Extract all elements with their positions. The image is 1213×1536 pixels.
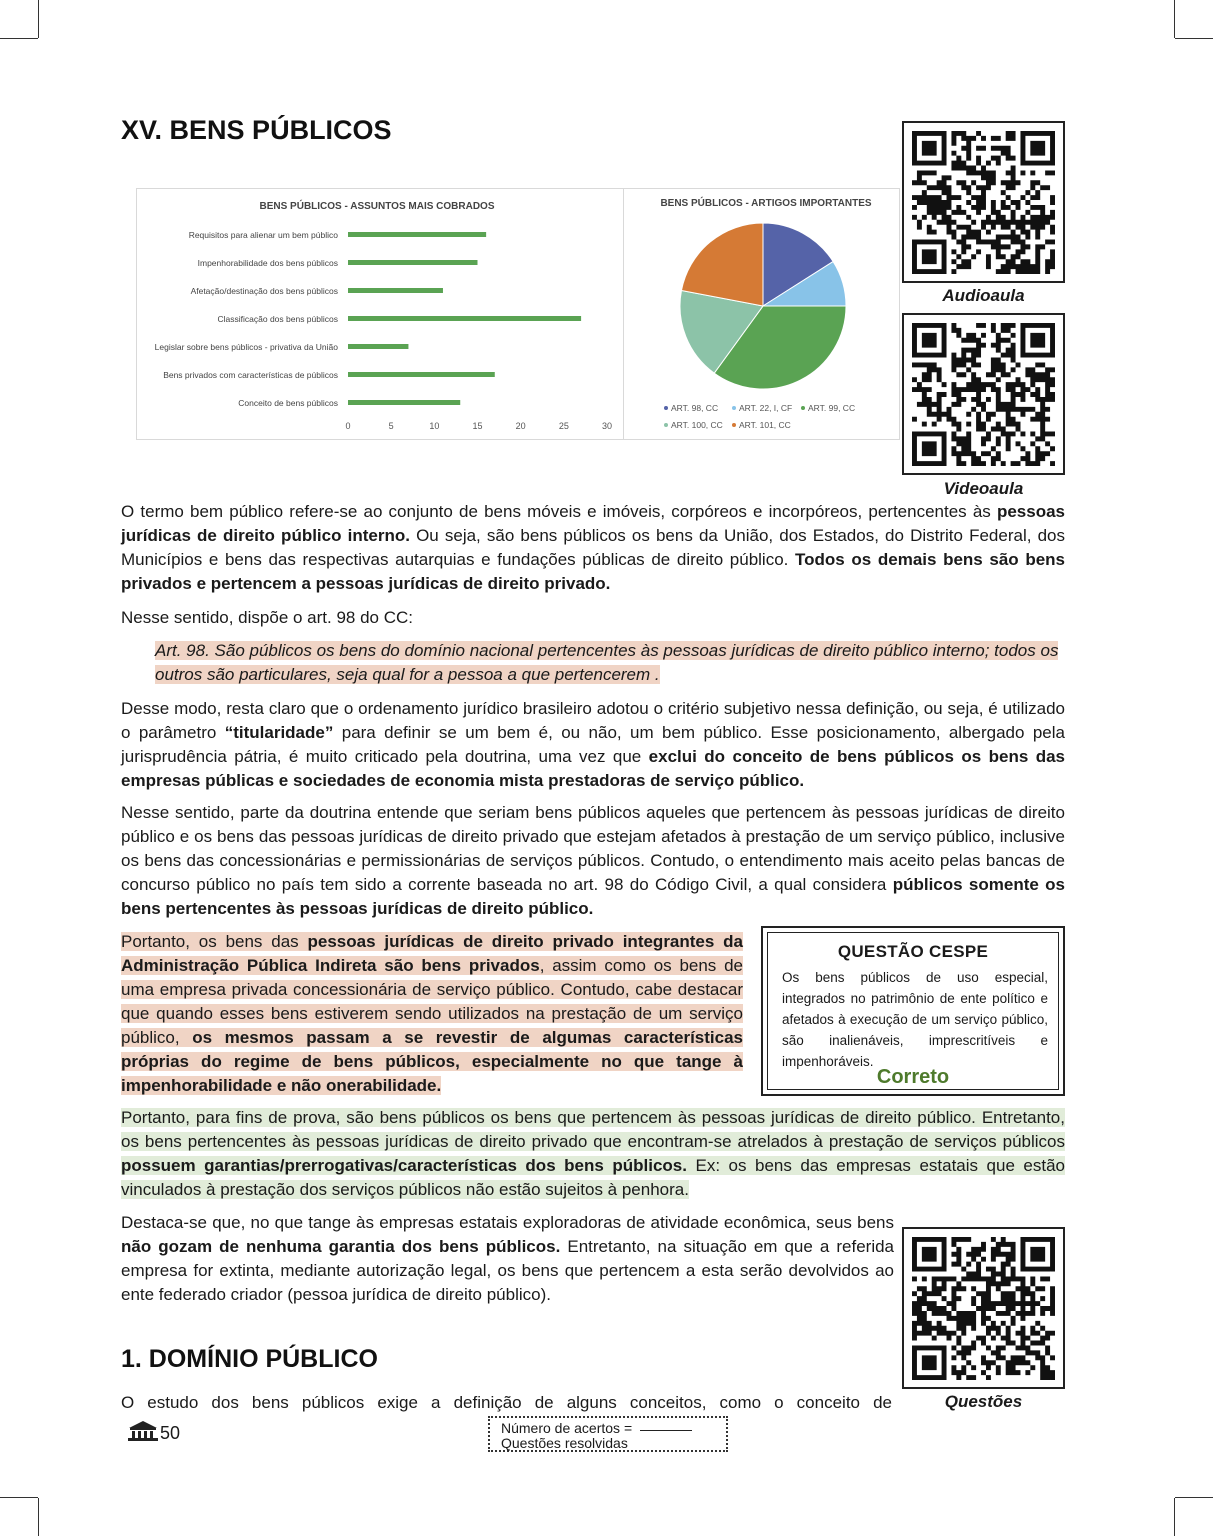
crop-mark — [38, 1498, 39, 1536]
text-run: Portanto, os bens das — [121, 932, 308, 951]
qr-modules — [912, 323, 1055, 466]
legend-label: ART. 99, CC — [808, 403, 856, 413]
paragraph-4 — [121, 801, 1065, 921]
bar — [348, 400, 460, 405]
paragraph-text — [121, 502, 1065, 593]
text-run: para definir se um bem é, ou não, um bem público. Esse posicionamento, albergado pela jurisprudência pátria, é muito criticado pela doutrina, uma vez que — [121, 723, 1065, 766]
bar-category-label: Classificação dos bens públicos — [217, 314, 338, 324]
bar-category-label: Afetação/destinação dos bens públicos — [190, 286, 338, 296]
bar — [348, 232, 486, 237]
text-run: Nesse sentido, dispõe o art. 98 do CC: — [121, 608, 413, 627]
paragraph-8 — [121, 1391, 892, 1415]
legend-label: ART. 98, CC — [671, 403, 719, 413]
paragraph-3 — [121, 697, 1065, 793]
questions-qr-code — [912, 1237, 1055, 1380]
legend-swatch — [664, 406, 668, 410]
text-run: Nesse sentido, parte da doutrina entende que seriam bens públicos aqueles que pertencem às pessoas jurídicas de direito público e os bens das pessoas jurídicas de direito privado que estejam afetados à prestação de um serviço público, inclusive os bens das concessionárias e permissionárias de serviços públicos. Contudo, o entendimento mais aceito pelas bancas de concurso público no país tem sido a corrente baseada no art. 98 do Código Civil, a qual considera — [121, 803, 1065, 894]
bar — [348, 288, 443, 293]
bold-text: públicos somente os bens pertencentes às pessoas jurídicas de direito público. — [121, 875, 1066, 918]
bold-text: Todos os demais bens são bens privados e pertencem a pessoas jurídicas de direito privado. — [121, 550, 1065, 593]
bold-text: não gozam de nenhuma garantia dos bens públicos. — [121, 1237, 561, 1256]
text-run: Entretanto, na situação em que a referida empresa for extinta, mediante autorização legal, os bens que pertencem a esta serão devolvidos ao ente federado criador (pessoa jurídica de direito público). — [121, 1237, 894, 1304]
paragraph-text — [121, 1213, 894, 1304]
crop-mark — [1174, 1498, 1175, 1536]
bold-text: pessoas jurídicas de direito privado integrantes da Administração Pública Indireta são bens privados — [121, 932, 743, 975]
bar-category-label: Bens privados com características de públicos — [163, 370, 338, 380]
bar-chart — [137, 189, 623, 439]
building-icon — [127, 1420, 159, 1442]
pie-chart — [624, 189, 899, 439]
video-qr-frame[interactable] — [902, 313, 1065, 475]
crop-mark — [38, 0, 39, 38]
text-run: O estudo dos bens públicos exige a definição de alguns conceitos, como o conceito de — [121, 1393, 892, 1412]
x-tick-label: 15 — [472, 421, 483, 431]
text-run: Ex: os bens das empresas estatais que estão vinculados à prestação dos serviços públicos não estão sujeitos à penhora. — [121, 1156, 1065, 1199]
paragraph-7 — [121, 1211, 894, 1307]
paragraph-text — [121, 1393, 892, 1412]
question-title: QUESTÃO CESPE — [837, 942, 989, 961]
x-tick-label: 0 — [345, 421, 351, 431]
article-98-quote — [155, 639, 1065, 687]
bold-text: exclui do conceito de bens públicos os bens das empresas públicas e sociedades de economia mista prestadoras de serviço público. — [121, 747, 1066, 790]
bold-text: “titularidade” — [224, 723, 334, 742]
crop-mark — [0, 1497, 38, 1498]
bar — [348, 316, 581, 321]
score-blank-line — [640, 1421, 692, 1431]
text-run: Portanto, para fins de prova, são bens públicos os bens que pertencem às pessoas jurídicas de direito público. Entretanto, os bens pertencentes às pessoas jurídicas de direito privado que encontram-se atrelados à prestação de serviços públicos — [121, 1108, 1065, 1151]
pie-chart-title: BENS PÚBLICOS - ARTIGOS IMPORTANTES — [660, 198, 872, 209]
paragraph-2 — [121, 606, 1065, 630]
legend-swatch — [664, 423, 668, 427]
bar-category-label: Requisitos para alienar um bem público — [188, 230, 338, 240]
paragraph-text — [121, 803, 1065, 918]
x-tick-label: 5 — [388, 421, 394, 431]
page-number: 50 — [160, 1423, 181, 1443]
paragraph-text — [121, 932, 743, 1095]
audio-qr-frame[interactable] — [902, 121, 1065, 283]
bar — [348, 344, 408, 349]
x-tick-label: 10 — [429, 421, 440, 431]
audio-qr-caption: Audioaula — [942, 286, 1025, 305]
x-tick-label: 20 — [515, 421, 526, 431]
section-title: 1. DOMÍNIO PÚBLICO — [121, 1345, 378, 1373]
questions-qr-caption: Questões — [944, 1392, 1023, 1411]
paragraph-6 — [121, 1106, 1065, 1202]
question-box-inner — [767, 932, 1059, 1090]
bar-category-label: Conceito de bens públicos — [238, 398, 338, 408]
question-text: Os bens públicos de uso especial, integrados no patrimônio de ente político e afetados à execução de um serviço público, são inalienáveis, imprescritíveis e impenhoráveis. — [782, 970, 1048, 1069]
paragraph-text — [121, 699, 1065, 790]
score-box — [488, 1416, 728, 1452]
bar-chart-title: BENS PÚBLICOS - ASSUNTOS MAIS COBRADOS — [259, 201, 495, 212]
crop-mark — [1175, 1497, 1213, 1498]
bold-text: os mesmos passam a se revestir de algumas características próprias do regime de bens públicos, especialmente no que tange à impenhorabilidade e não onerabilidade. — [121, 1028, 743, 1095]
text-run: Destaca-se que, no que tange às empresas estatais exploradoras de atividade econômica, seus bens — [121, 1213, 894, 1232]
paragraph-text — [121, 1108, 1065, 1199]
bold-text: pessoas jurídicas de direito público interno. — [121, 502, 1065, 545]
video-qr-caption: Videoaula — [943, 479, 1024, 498]
bar — [348, 260, 478, 265]
legend-label: ART. 22, I, CF — [739, 403, 793, 413]
question-answer: Correto — [876, 1066, 950, 1088]
paragraph-5 — [121, 930, 743, 1098]
video-qr-code — [912, 323, 1055, 466]
text-run: , assim como os bens de uma empresa privada concessionária de serviço público. Contudo, cabe destacar que quando esses bens estiverem sendo utilizados na prestação de um serviço público, — [121, 956, 743, 1047]
questions-qr-frame[interactable] — [902, 1227, 1065, 1389]
score-label-hits: Número de acertos = — [501, 1420, 633, 1436]
text-run: Desse modo, resta claro que o ordenamento jurídico brasileiro adotou o critério subjetivo nessa definição, ou seja, é utilizado o parâmetro — [121, 699, 1065, 742]
crop-mark — [1175, 38, 1213, 39]
charts-panel — [136, 188, 900, 440]
paragraph-1 — [121, 500, 1065, 596]
text-run: Art. 98. São públicos os bens do domínio nacional pertencentes às pessoas jurídicas de direito público interno; todos os outros são particulares, seja qual for a pessoa a que pertencerem . — [155, 641, 1059, 684]
x-tick-label: 25 — [558, 421, 569, 431]
bar-category-label: Legislar sobre bens públicos - privativa da União — [154, 342, 338, 352]
paragraph-text — [155, 641, 1058, 684]
legend-label: ART. 100, CC — [671, 420, 723, 430]
qr-modules — [912, 131, 1055, 274]
text-run: O termo bem público refere-se ao conjunto de bens móveis e imóveis, corpóreos e incorpóreos, pertencentes às — [121, 502, 997, 521]
legend-swatch — [732, 406, 736, 410]
crop-mark — [0, 38, 38, 39]
audio-qr-code — [912, 131, 1055, 274]
crop-mark — [1174, 0, 1175, 38]
bar — [348, 372, 495, 377]
legend-swatch — [732, 423, 736, 427]
qr-modules — [912, 1237, 1055, 1380]
legend-label: ART. 101, CC — [739, 420, 791, 430]
x-tick-label: 30 — [601, 421, 613, 431]
paragraph-text — [121, 608, 413, 627]
score-label-solved: Questões resolvidas — [501, 1435, 628, 1451]
page-title: XV. BENS PÚBLICOS — [121, 115, 392, 145]
legend-swatch — [801, 406, 805, 410]
bold-text: possuem garantias/prerrogativas/características dos bens públicos. — [121, 1156, 687, 1175]
text-run: Ou seja, são bens públicos os bens da União, dos Estados, do Distrito Federal, dos Municípios e bens das respectivas autarquias e fundações públicas de direito público. — [121, 526, 1065, 569]
question-box — [761, 926, 1065, 1096]
bar-category-label: Impenhorabilidade dos bens públicos — [197, 258, 338, 268]
